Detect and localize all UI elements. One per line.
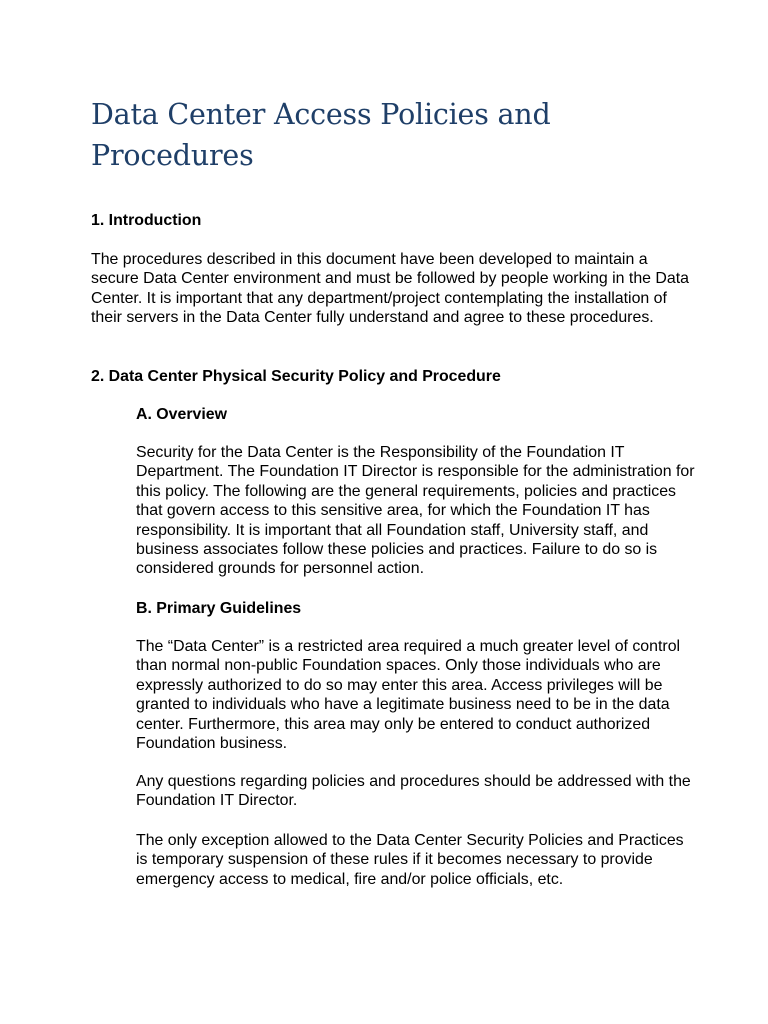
primary-guidelines-paragraph-3: The only exception allowed to the Data Center Security Policies and Practices is temporary suspension of these rules if it becomes necessary to provide emergency access to medical, fire and/or police officials, etc. xyxy=(136,832,684,888)
primary-guidelines-paragraph-1: The “Data Center” is a restricted area required a much greater level of control than normal non-public Foundation spaces. Only those individuals who are expressly authorized to do so may enter this area. Access privileges will be granted to individuals who have a legitimate business need to be in the data center. Furthermore, this area may only be entered to conduct authorized Foundation business. xyxy=(136,638,681,753)
subsection-heading-overview: A. Overview xyxy=(136,406,227,423)
section-heading-introduction: 1. Introduction xyxy=(91,212,202,229)
primary-guidelines-paragraph-2: Any questions regarding policies and procedures should be addressed with the Foundation IT Director. xyxy=(136,773,691,810)
overview-paragraph: Security for the Data Center is the Responsibility of the Foundation IT Department. The Foundation IT Director is responsible for the administration for this policy. The following are the general requirements, policies and practices that govern access to this sensitive area, for which the Foundation IT has responsibility. It is important that all Foundation staff, University staff, and business associates follow these policies and practices. Failure to do so is considered grounds for personnel action. xyxy=(136,444,695,578)
document-title: Data Center Access Policies and Procedures xyxy=(91,98,551,172)
introduction-paragraph: The procedures described in this document have been developed to maintain a secure Data Center environment and must be followed by people working in the Data Center. It is important that any department/project contemplating the installation of their servers in the Data Center fully understand and agree to these procedures. xyxy=(91,251,690,327)
section-heading-physical-security: 2. Data Center Physical Security Policy and Procedure xyxy=(91,368,501,385)
subsection-heading-primary-guidelines: B. Primary Guidelines xyxy=(136,600,302,617)
